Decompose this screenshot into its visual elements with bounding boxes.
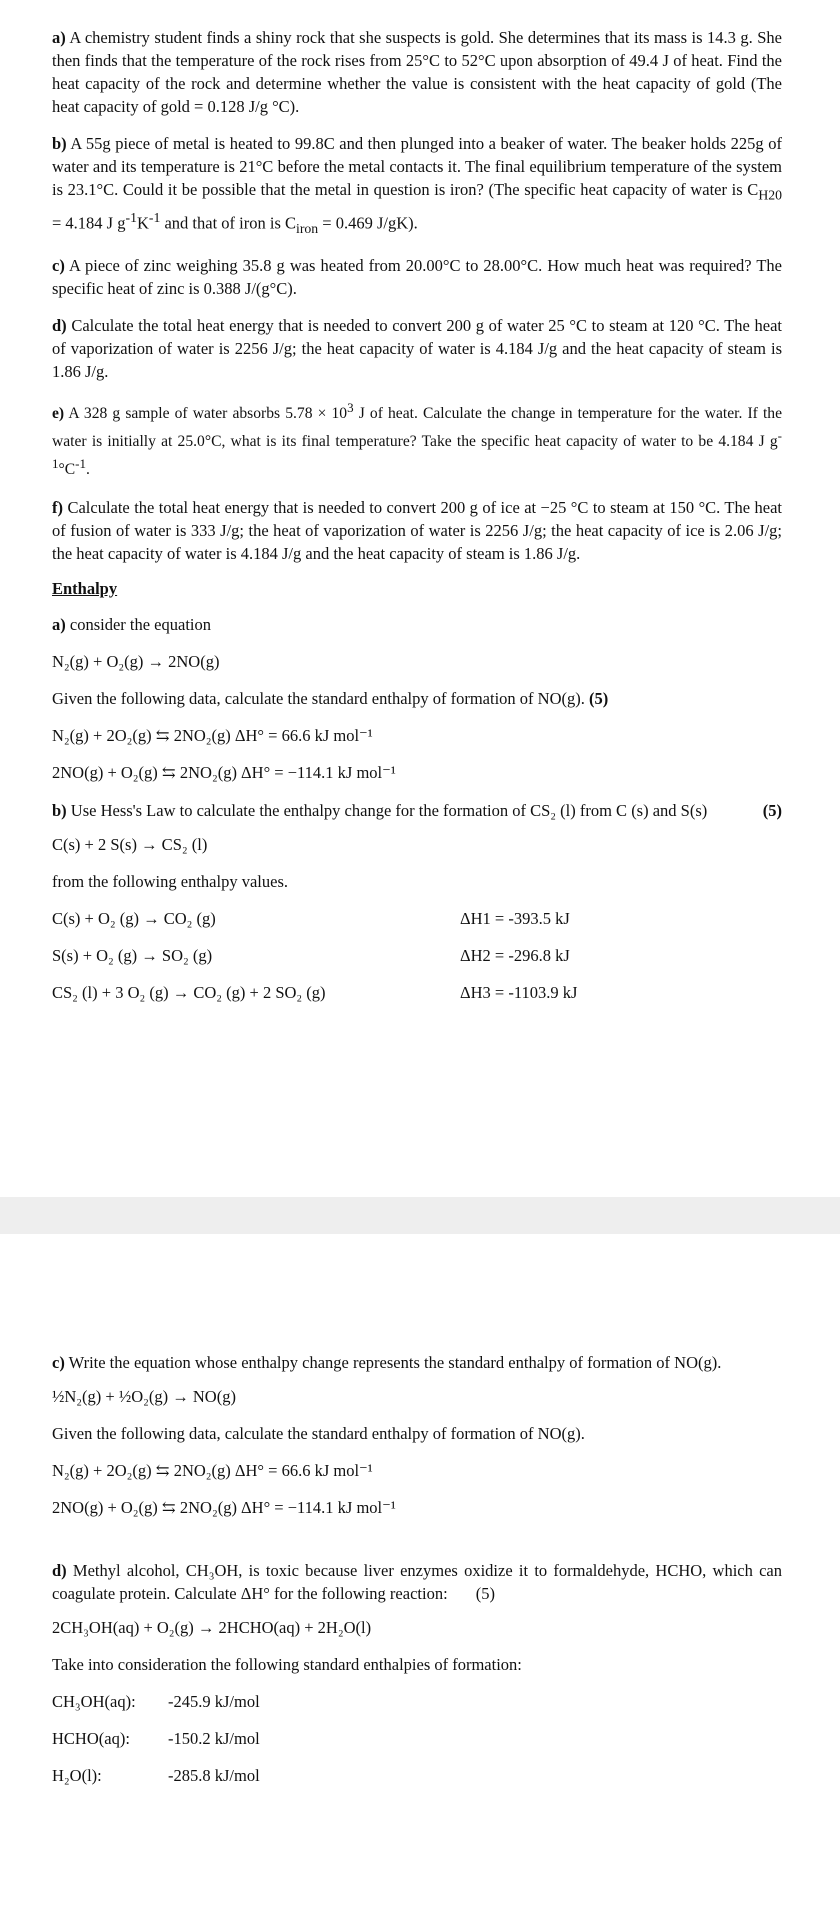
enthalpy-of-formation-row [52, 1765, 782, 1787]
enthalpy-a-intro: a) consider the equation [52, 614, 211, 634]
enthalpy-of-formation-row [52, 1728, 782, 1750]
delta-h: ΔH3 = -1103.9 kJ [460, 982, 578, 1002]
compound: H₂O(l): [52, 1766, 102, 1785]
question-c-data-1: N₂(g) + 2O₂(g) ⇆ 2NO₂(g) ΔH° = 66.6 kJ mol⁻¹ [52, 1461, 373, 1480]
enthalpy-row [52, 982, 782, 1004]
page-1-content [52, 26, 782, 1019]
enthalpy-a-data-1: N₂(g) + 2O₂(g) ⇆ 2NO₂(g) ΔH° = 66.6 kJ mol⁻¹ [52, 725, 373, 745]
question-a: a) A chemistry student finds a shiny rock that she suspects is gold. She determines that its mass is 14.3 g. She then finds that the temperature of the rock rises from 25°C to 52°C upon absorption of 49.4 J of heat. Find the heat capacity of the rock and determine whether the value is consistent with the heat capacity of gold (The heat capacity of gold = 0.128 J/g °C). [52, 28, 782, 116]
question-b: b) A 55g piece of metal is heated to 99.8C and then plunged into a beaker of water. The beaker holds 225g of water and its temperature is 21°C before the metal contacts it. The final equilibrium temperature of the system is 23.1°C. Could it be possible that the metal in question is iron? (The specific heat capacity of water is $C_{H20} = 4.184$ J $g^{-1}K^{-1}$ and that of iron is $C_{iron} = 0.469$ J/gK). [52, 134, 782, 237]
compound: CH₃OH(aq): [52, 1692, 136, 1711]
marks: (5) [589, 688, 609, 708]
marks: (5) [475, 1584, 496, 1603]
enthalpy-of-formation-row [52, 1691, 782, 1713]
question-d-consider: Take into consideration the following standard enthalpies of formation: [52, 1655, 522, 1674]
question-f: f) Calculate the total heat energy that is needed to convert 200 g of ice at −25 °C to steam at 150 °C. The heat of fusion of water is 333 J/g; the heat of vaporization of water is 2256 J/g; the heat capacity of ice is 2.06 J/g; the heat capacity of water is 4.184 J/g and the heat capacity of steam is 1.86 J/g. [52, 497, 783, 563]
question-c-no: c) Write the equation whose enthalpy change represents the standard enthalpy of formation of NO(g). [52, 1353, 722, 1372]
question-c-equation: ½N₂(g) + ½O₂(g) → NO(g) [52, 1387, 236, 1406]
enthalpy-row [52, 945, 782, 967]
question-d: d) Calculate the total heat energy that is needed to convert 200 g of water 25 °C to steam at 120 °C. The heat of vaporization of water is 2256 J/g; the heat capacity of water is 4.184 J/g and the heat capacity of steam is 1.86 J/g. [52, 316, 783, 382]
value: -150.2 kJ/mol [168, 1729, 260, 1748]
page-2-content [52, 1351, 782, 1802]
reaction: CS₂ (l) + 3 O₂ (g) → CO₂ (g) + 2 SO₂ (g) [52, 982, 326, 1002]
enthalpy-heading: Enthalpy [52, 578, 118, 598]
reaction: S(s) + O₂ (g) → SO₂ (g) [52, 945, 213, 965]
question-d-equation: 2CH₃OH(aq) + O₂(g) → 2HCHO(aq) + 2H₂O(l) [52, 1618, 372, 1637]
enthalpy-b-question: b) Use Hess's Law to calculate the enthalpy change for the formation of CS₂ (l) from C (s) and S(s) (5) [52, 800, 782, 820]
value: -245.9 kJ/mol [168, 1692, 260, 1711]
question-c: c) A piece of zinc weighing 35.8 g was heated from 20.00°C to 28.00°C. How much heat was required? The specific heat of zinc is 0.388 J/(g°C). [52, 256, 782, 299]
page-2 [0, 1234, 840, 1920]
question-c-given: Given the following data, calculate the standard enthalpy of formation of NO(g). [52, 1424, 585, 1443]
question-c-data-2: 2NO(g) + O₂(g) ⇆ 2NO₂(g) ΔH° = −114.1 kJ mol⁻¹ [52, 1498, 396, 1517]
delta-h: ΔH2 = -296.8 kJ [460, 945, 570, 965]
enthalpy-b-equation: C(s) + 2 S(s) → CS₂ (l) [52, 834, 208, 854]
enthalpy-row [52, 908, 782, 930]
question-d-methanol: d) Methyl alcohol, CH₃OH, is toxic because liver enzymes oxidize it to formaldehyde, HCHO, which can coagulate protein. Calculate ΔH° for the following reaction: (5) [52, 1561, 782, 1603]
compound: HCHO(aq): [52, 1729, 130, 1748]
enthalpy-a-equation: N₂(g) + O₂(g) → 2NO(g) [52, 651, 220, 671]
enthalpy-a-data-2: 2NO(g) + O₂(g) ⇆ 2NO₂(g) ΔH° = −114.1 kJ mol⁻¹ [52, 762, 396, 782]
enthalpy-a-given: Given the following data, calculate the standard enthalpy of formation of NO(g). (5) [52, 688, 609, 708]
enthalpy-b-from: from the following enthalpy values. [52, 871, 288, 891]
question-e: e) A 328 g sample of water absorbs $5.78 \times 10^3$ J of heat. Calculate the change in temperature for the water. If the water is initially at 25.0°C, what is its final temperature? Take the specific heat capacity of water to be 4.184 J $g^{-1}^\circ C^{-1}$. [52, 400, 783, 479]
reaction: C(s) + O₂ (g) → CO₂ (g) [52, 908, 216, 928]
page-separator [0, 1197, 840, 1234]
marks: (5) [762, 800, 782, 820]
delta-h: ΔH1 = -393.5 kJ [460, 908, 570, 928]
value: -285.8 kJ/mol [168, 1766, 260, 1785]
